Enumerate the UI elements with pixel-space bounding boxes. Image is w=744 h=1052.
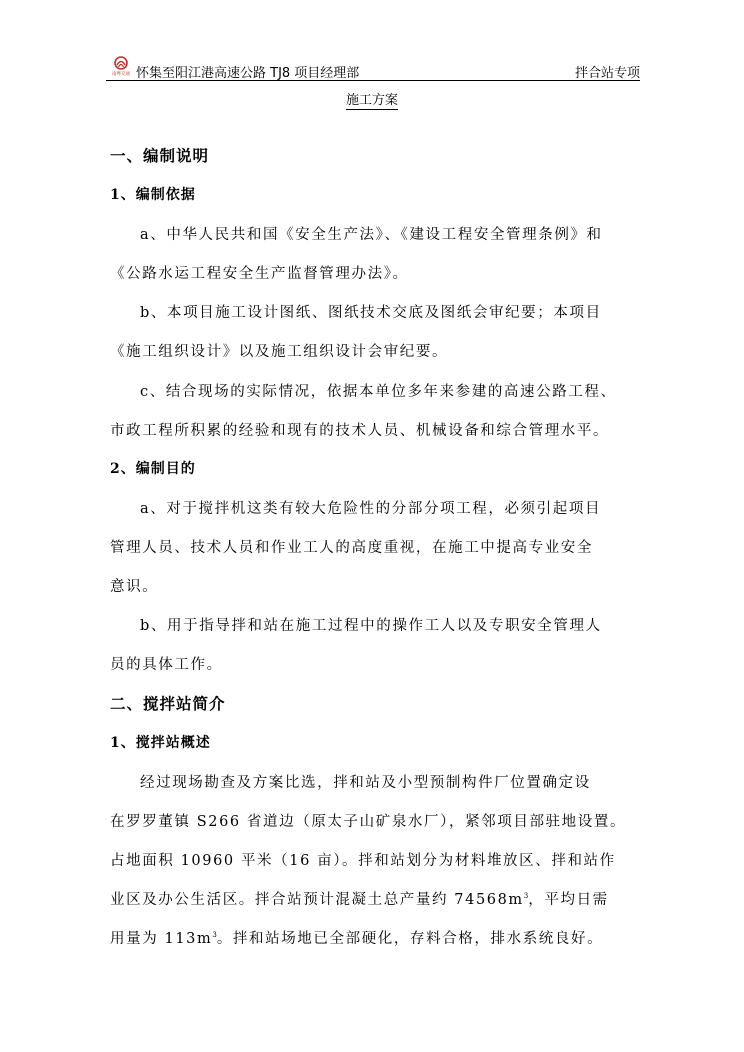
line-text: 业区及办公生活区。拌合站预计混凝土总产量约 74568m — [110, 892, 524, 908]
header-project-title: 怀集至阳江港高速公路 TJ8 项目经理部 — [136, 66, 360, 81]
company-logo-icon — [106, 56, 136, 80]
paragraph-line: 《施工组织设计》以及施工组织设计会审纪要。 — [110, 344, 449, 360]
line-text: 用量为 113m — [110, 931, 213, 947]
paragraph-line: 在罗罗董镇 S266 省道边（原太子山矿泉水厂），紧邻项目部驻地设置。 — [110, 814, 627, 830]
paragraph-line: 经过现场勘查及方案比选，拌和站及小型预制构件厂位置确定设 — [140, 775, 591, 791]
paragraph-line — [110, 927, 603, 948]
paragraph-line: 《公路水运工程安全生产监督管理办法》。 — [110, 266, 409, 282]
superscript: 3 — [212, 931, 217, 940]
paragraph-line: 意识。 — [110, 579, 159, 595]
section-2-heading: 二、搅拌站简介 — [110, 694, 226, 713]
paragraph-line: 员的具体工作。 — [110, 657, 223, 673]
line-text: ，平均日需 — [528, 892, 609, 908]
paragraph-line: a、中华人民共和国《安全生产法》、《建设工程安全管理条例》和 — [140, 227, 603, 243]
paragraph-line: c、结合现场的实际情况，依据本单位多年来参建的高速公路工程、 — [140, 384, 617, 400]
header-subtitle — [0, 89, 744, 108]
section-1-2-heading: 2、编制目的 — [110, 461, 196, 477]
page-header — [106, 56, 640, 81]
section-2-1-heading: 1、搅拌站概述 — [110, 735, 211, 751]
logo-text: 南粤交通 — [112, 72, 130, 77]
superscript: 3 — [523, 892, 529, 901]
header-subtitle-text: 施工方案 — [345, 93, 398, 108]
section-1-1-heading: 1、编制依据 — [110, 187, 196, 203]
paragraph-line: b、用于指导拌和站在施工过程中的操作工人以及专职安全管理人 — [140, 618, 602, 634]
header-doc-title: 拌合站专项 — [574, 66, 640, 81]
paragraph-line: a、对于搅拌机这类有较大危险性的分部分项工程，必须引起项目 — [140, 501, 602, 517]
paragraph-line: 市政工程所积累的经验和现有的技术人员、机械设备和综合管理水平。 — [110, 423, 610, 439]
paragraph-line: b、本项目施工设计图纸、图纸技术交底及图纸会审纪要；本项目 — [140, 305, 602, 321]
section-1-heading: 一、编制说明 — [110, 146, 210, 165]
paragraph-line: 管理人员、技术人员和作业工人的高度重视，在施工中提高专业安全 — [110, 540, 593, 556]
paragraph-line: 占地面积 10960 平米（16 亩）。拌和站划分为材料堆放区、拌和站作 — [110, 853, 616, 869]
line-text: 。拌和站场地已全部硬化，存料合格，排水系统良好。 — [216, 931, 604, 947]
paragraph-line — [110, 888, 609, 909]
